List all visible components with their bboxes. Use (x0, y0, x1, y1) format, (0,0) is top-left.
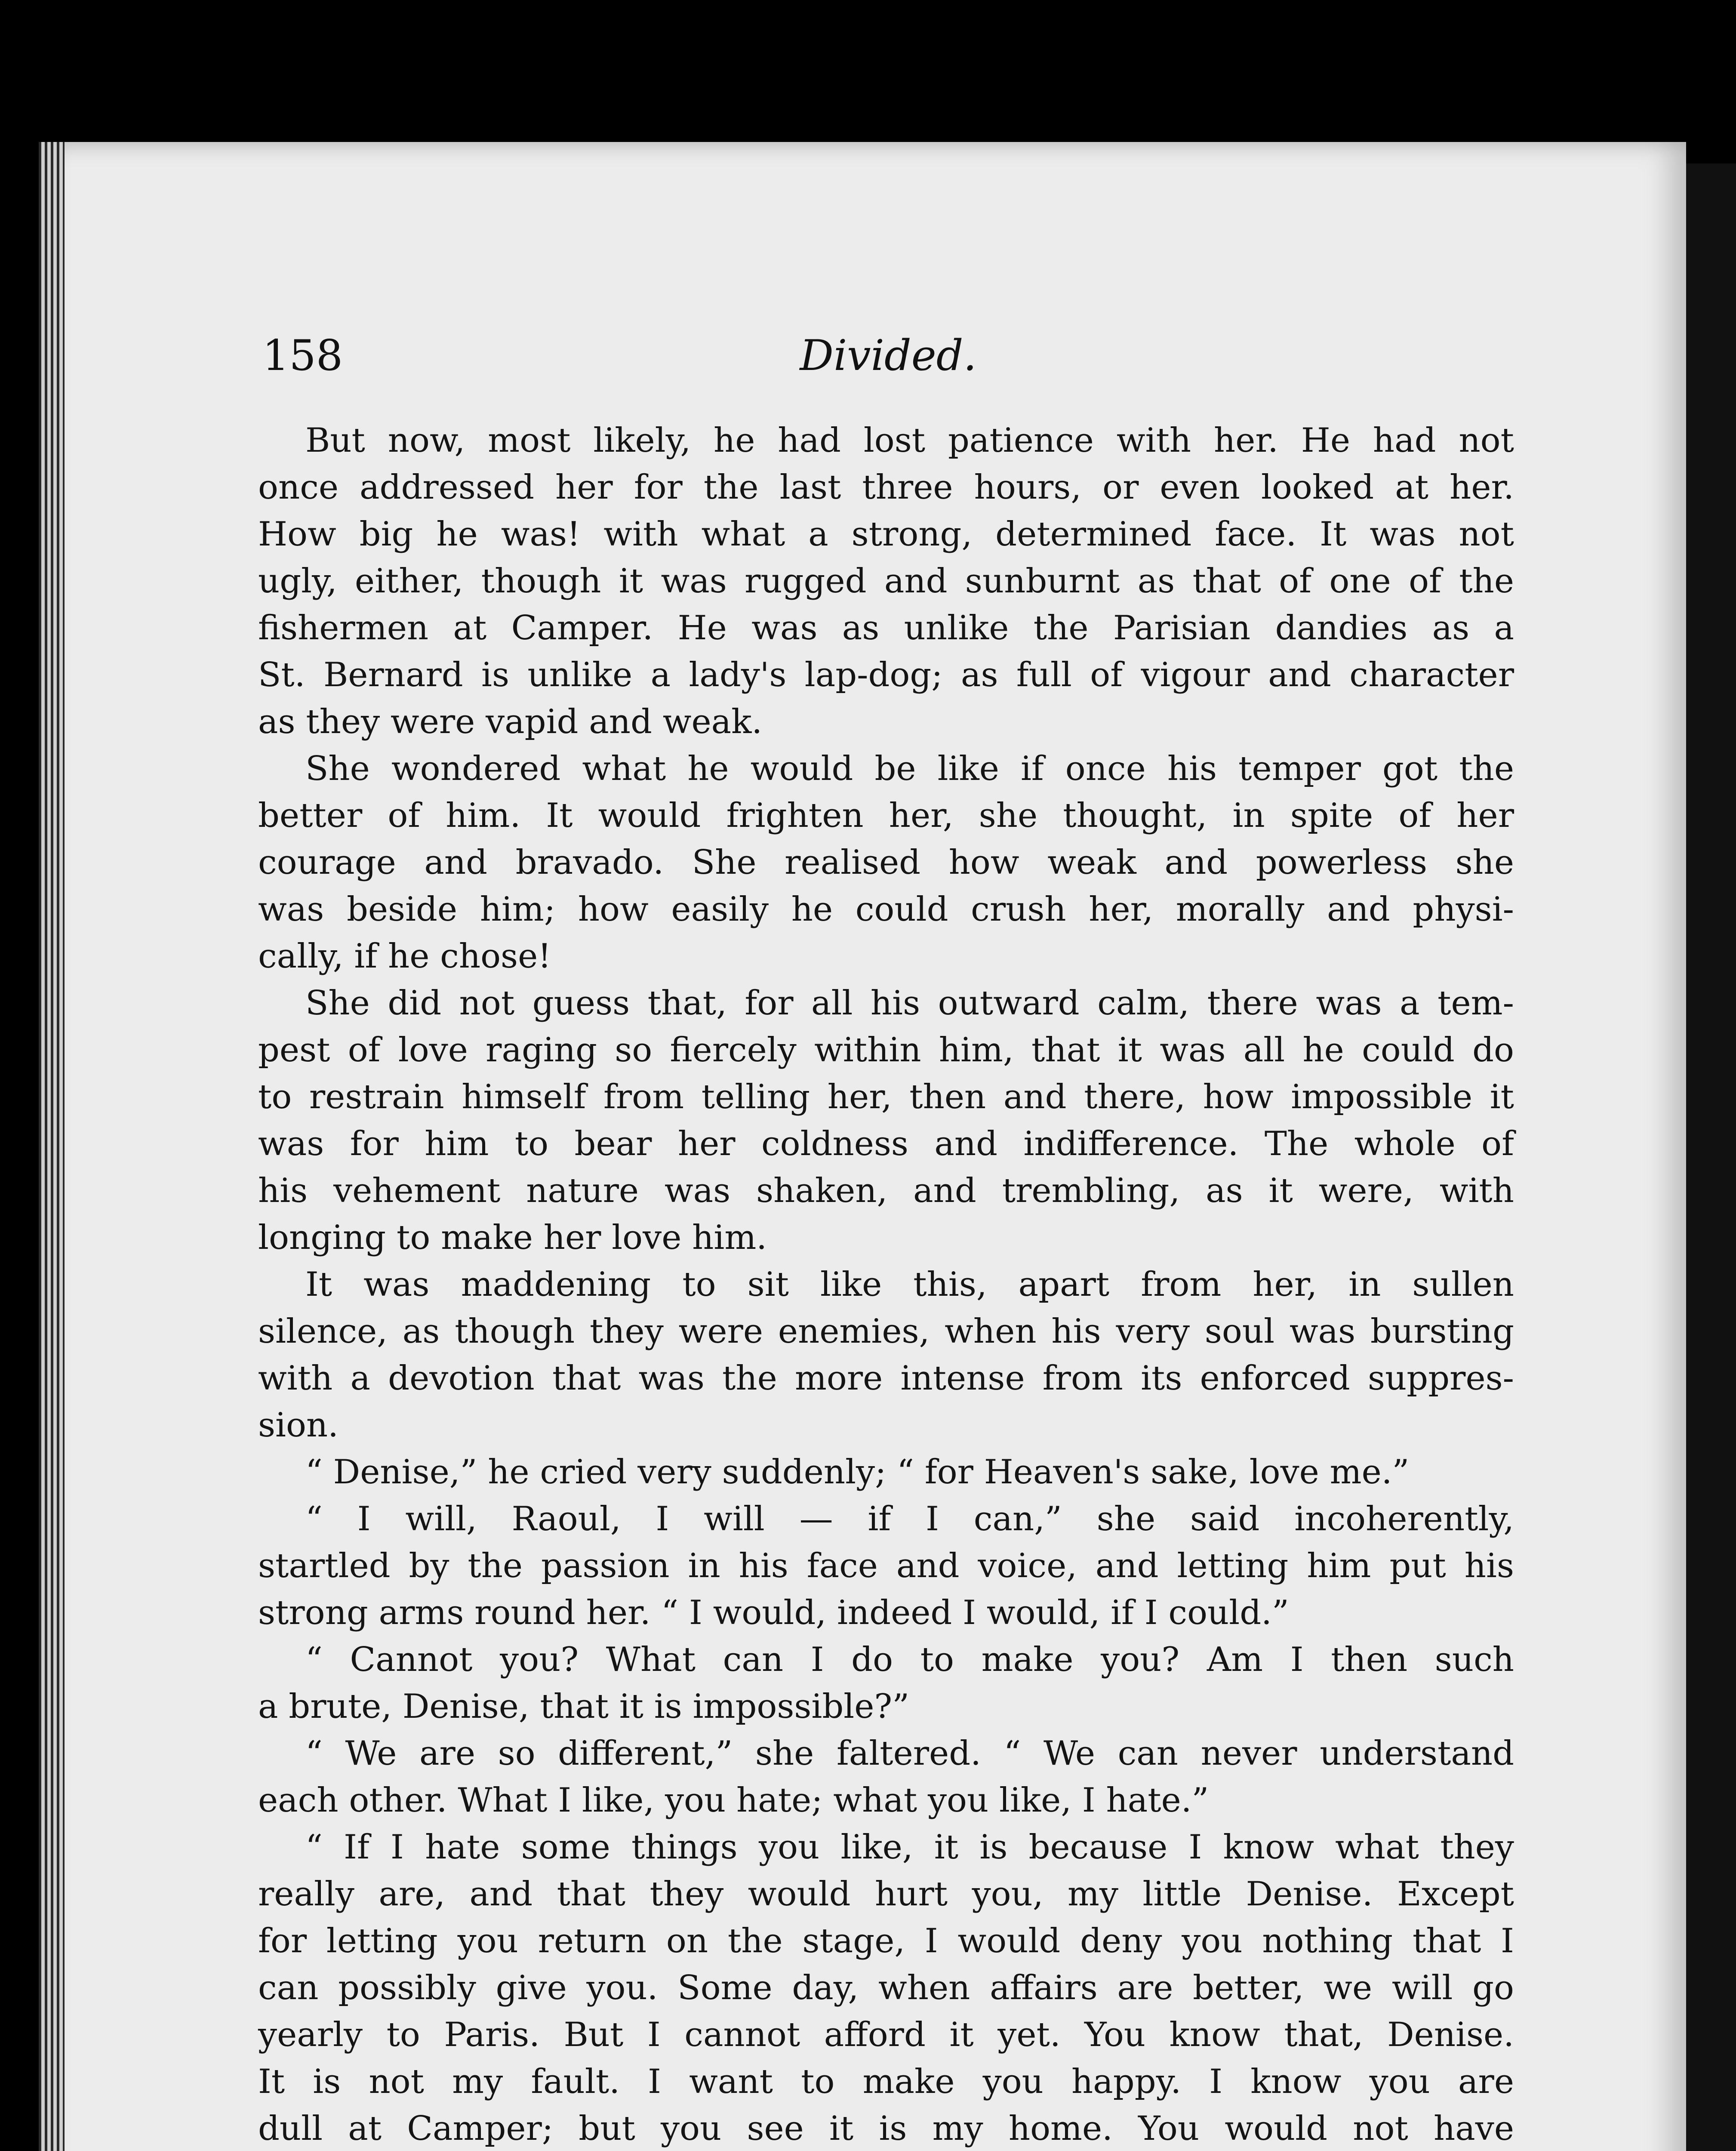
text-line: ugly, either, though it was rugged and sunburnt as that of one of the (258, 562, 1514, 601)
text-line: strong arms round her. “ I would, indeed I would, if I could.” (258, 1593, 1289, 1632)
text-line: once addressed her for the last three hours, or even looked at her. (258, 468, 1514, 507)
text-line: It was maddening to sit like this, apart from her, in sullen (305, 1265, 1514, 1304)
text-line: She did not guess that, for all his outward calm, there was a tem- (305, 984, 1514, 1023)
text-line: silence, as though they were enemies, when his very soul was bursting (258, 1312, 1514, 1351)
text-line: better of him. It would frighten her, she thought, in spite of her (258, 796, 1514, 835)
text-line: was for him to bear her coldness and indifference. The whole of (258, 1125, 1514, 1163)
running-title: Divided. (800, 331, 977, 380)
text-line: sion. (258, 1406, 339, 1445)
page-right-edge (1686, 163, 1736, 2151)
text-line: startled by the passion in his face and voice, and letting him put his (258, 1547, 1514, 1585)
text-line: “ Denise,” he cried very suddenly; “ for Heaven's sake, love me.” (305, 1453, 1410, 1492)
text-line: pest of love raging so fiercely within him, that it was all he could do (258, 1031, 1514, 1069)
text-line: cally, if he chose! (258, 937, 551, 976)
text-line: St. Bernard is unlike a lady's lap-dog; as full of vigour and character (258, 656, 1514, 694)
page-spine-edge (39, 142, 65, 2151)
text-line: But now, most likely, he had lost patience with her. He had not (305, 421, 1514, 460)
text-line: a brute, Denise, that it is impossible?” (258, 1687, 910, 1726)
text-line: fishermen at Camper. He was as unlike the Parisian dandies as a (258, 609, 1514, 647)
text-line: How big he was! with what a strong, determined face. It was not (258, 515, 1514, 554)
text-line: dull at Camper; but you see it is my home. You would not have (258, 2109, 1514, 2148)
text-line: It is not my fault. I want to make you happy. I know you are (258, 2062, 1514, 2101)
text-line: courage and bravado. She realised how weak and powerless she (258, 843, 1514, 882)
text-line: to restrain himself from telling her, then and there, how impossible it (258, 1078, 1514, 1116)
page-number: 158 (262, 331, 343, 380)
body-text (258, 417, 1514, 2151)
text-line: with a devotion that was the more intense from its enforced suppres- (258, 1359, 1514, 1398)
text-line: “ We are so different,” she faltered. “ We can never understand (305, 1734, 1514, 1773)
text-line: “ If I hate some things you like, it is because I know what they (305, 1828, 1514, 1867)
text-line: yearly to Paris. But I cannot afford it yet. You know that, Denise. (258, 2015, 1514, 2054)
text-line: longing to make her love him. (258, 1218, 767, 1257)
text-line: really are, and that they would hurt you, my little Denise. Except (258, 1875, 1514, 1914)
text-line: “ I will, Raoul, I will — if I can,” she said incoherently, (305, 1500, 1514, 1538)
text-line: “ Cannot you? What can I do to make you? Am I then such (305, 1640, 1514, 1679)
text-line: his vehement nature was shaken, and trembling, as it were, with (258, 1171, 1514, 1210)
running-head (262, 331, 1514, 383)
text-line: as they were vapid and weak. (258, 703, 763, 741)
text-line: can possibly give you. Some day, when affairs are better, we will go (258, 1969, 1514, 2007)
text-line: each other. What I like, you hate; what you like, I hate.” (258, 1781, 1209, 1820)
text-line: was beside him; how easily he could crush her, morally and physi- (258, 890, 1514, 929)
text-line: for letting you return on the stage, I would deny you nothing that I (258, 1922, 1514, 1960)
text-line: She wondered what he would be like if once his temper got the (305, 749, 1514, 788)
